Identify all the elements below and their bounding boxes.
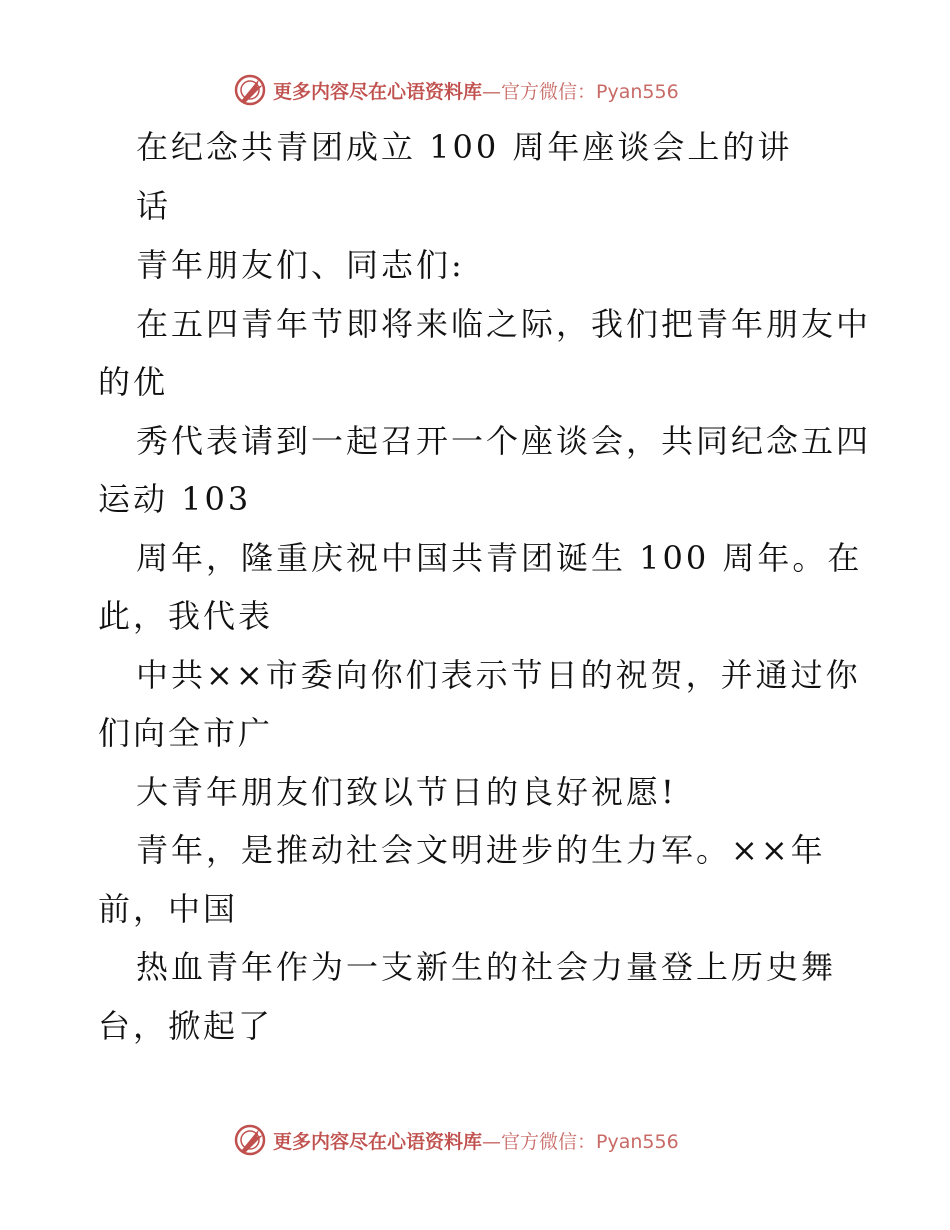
paragraph-line: 们向全市广 xyxy=(98,714,274,752)
paragraph-line: 热血青年作为一支新生的社会力量登上历史舞 xyxy=(136,948,837,986)
paragraph-line: 秀代表请到一起召开一个座谈会，共同纪念五四 xyxy=(136,422,872,460)
watermark-contact: —官方微信：Pyan556 xyxy=(482,1130,679,1153)
paragraph-line: 台，掀起了 xyxy=(98,1007,274,1045)
quill-logo-icon xyxy=(233,73,267,107)
paragraph-line: 前，中国 xyxy=(98,890,239,928)
quill-logo-icon xyxy=(233,1123,267,1157)
paragraph-line: 运动 103 xyxy=(98,480,252,518)
paragraph-line: 中共××市委向你们表示节日的祝贺，并通过你 xyxy=(136,656,861,694)
salutation-line: 青年朋友们、同志们: xyxy=(136,246,465,284)
footer-watermark xyxy=(233,1122,753,1158)
header-watermark xyxy=(233,72,753,108)
document-title-line-2: 话 xyxy=(136,187,172,225)
watermark-brand: 更多内容尽在心语资料库 xyxy=(273,80,483,103)
paragraph-line: 大青年朋友们致以节日的良好祝愿! xyxy=(136,773,677,811)
document-title-line-1: 在纪念共青团成立 100 周年座谈会上的讲 xyxy=(136,128,793,166)
paragraph-line: 青年，是推动社会文明进步的生力军。××年 xyxy=(136,831,826,869)
watermark-contact: —官方微信：Pyan556 xyxy=(482,80,679,103)
paragraph-line: 周年，隆重庆祝中国共青团诞生 100 周年。在 xyxy=(136,539,863,577)
paragraph-line: 此，我代表 xyxy=(98,597,274,635)
paragraph-line: 在五四青年节即将来临之际，我们把青年朋友中 xyxy=(136,305,872,343)
watermark-brand: 更多内容尽在心语资料库 xyxy=(273,1130,483,1153)
paragraph-line: 的优 xyxy=(98,363,169,401)
